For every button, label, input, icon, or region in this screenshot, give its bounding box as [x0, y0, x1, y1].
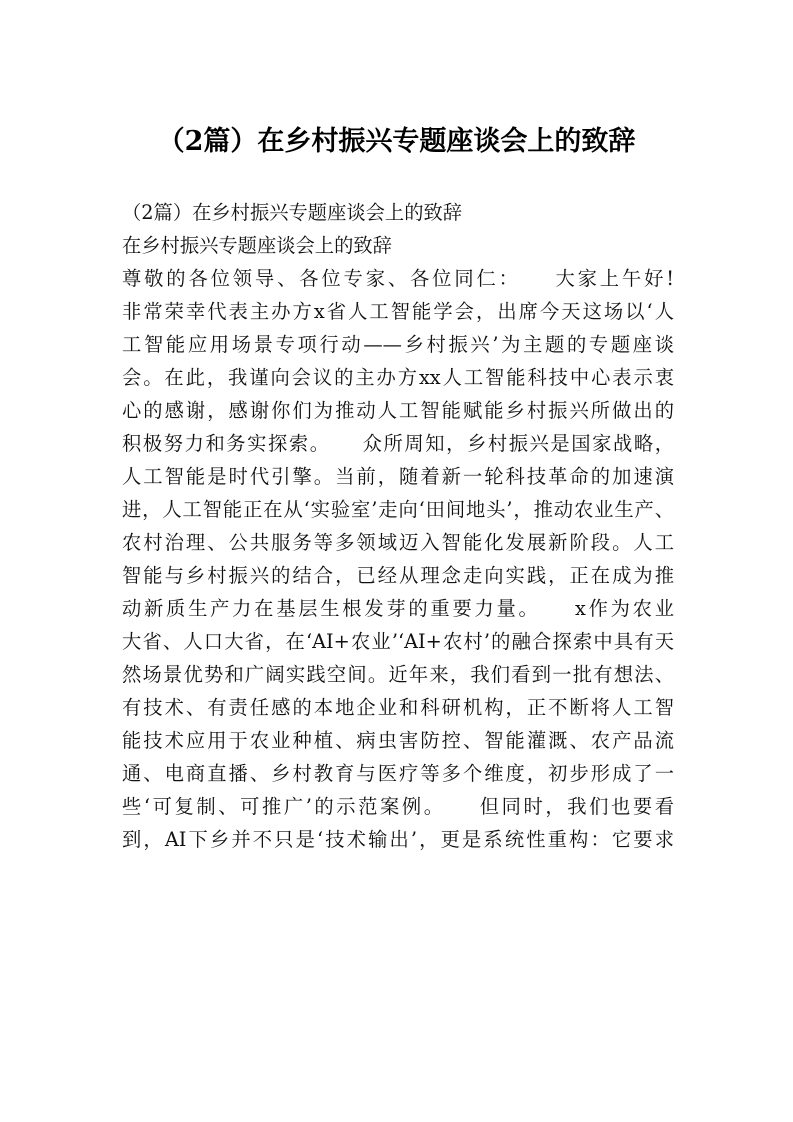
body-line: 农村治理、公共服务等多领域迈入智能化发展新阶段。人工	[122, 531, 674, 554]
body-line: 积极努力和务实探索。 众所周知，乡村振兴是国家战略，	[122, 432, 674, 455]
body-line: 工智能应用场景专项行动——乡村振兴’为主题的专题座谈	[122, 333, 674, 356]
document-title: （2篇）在乡村振兴专题座谈会上的致辞	[157, 126, 636, 157]
body-line: 到，AI下乡并不只是‘技术输出’，更是系统性重构：它要求	[122, 828, 674, 851]
body-line: 进，人工智能正在从‘实验室’走向‘田间地头’，推动农业生产、	[122, 498, 674, 521]
document-body	[122, 196, 674, 856]
body-line: 智能与乡村振兴的结合，已经从理念走向实践，正在成为推	[122, 564, 674, 587]
body-line: 人工智能是时代引擎。当前，随着新一轮科技革命的加速演	[122, 465, 674, 488]
body-line: 大省、人口大省，在‘AI+农业’‘AI+农村’的融合探索中具有天	[122, 630, 674, 653]
body-line: 通、电商直播、乡村教育与医疗等多个维度，初步形成了一	[122, 762, 674, 785]
body-line: 会。在此，我谨向会议的主办方xx人工智能科技中心表示衷	[122, 366, 674, 389]
body-line: 有技术、有责任感的本地企业和科研机构，正不断将人工智	[122, 696, 674, 719]
body-line: 在乡村振兴专题座谈会上的致辞	[122, 234, 392, 257]
body-line: 动新质生产力在基层生根发芽的重要力量。 x作为农业	[122, 597, 674, 620]
body-line: 然场景优势和广阔实践空间。近年来，我们看到一批有想法、	[122, 663, 674, 686]
body-line: 心的感谢，感谢你们为推动人工智能赋能乡村振兴所做出的	[122, 399, 674, 422]
body-line: 能技术应用于农业种植、病虫害防控、智能灌溉、农产品流	[122, 729, 674, 752]
body-line: 些‘可复制、可推广’的示范案例。 但同时，我们也要看	[122, 795, 674, 818]
body-line: 尊敬的各位领导、各位专家、各位同仁： 大家上午好!	[122, 267, 674, 290]
body-line: 非常荣幸代表主办方x省人工智能学会，出席今天这场以‘人	[122, 300, 674, 323]
body-line: （2篇）在乡村振兴专题座谈会上的致辞	[122, 201, 463, 224]
